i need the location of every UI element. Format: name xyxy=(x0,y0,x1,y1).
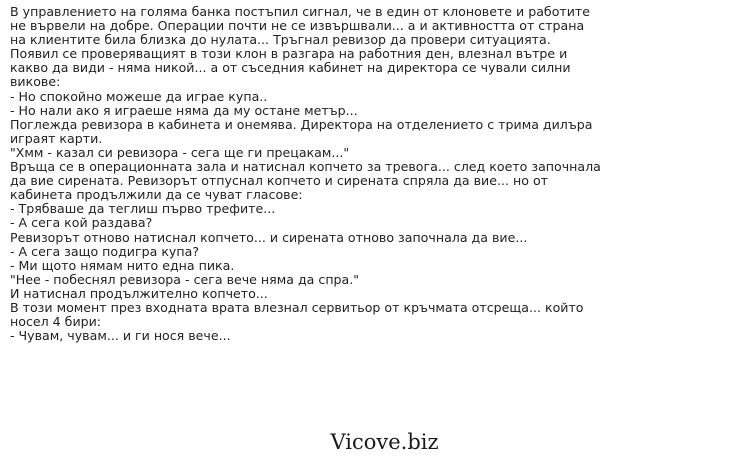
joke-line: Поглежда ревизора в кабинета и онемява. Директора на отделението с трима дилъра xyxy=(10,116,593,132)
joke-line: - Ми щото нямам нито една пика. xyxy=(10,257,235,273)
joke-line: В този момент през входната врата влезнал сервитьор от кръчмата отсреща... който xyxy=(10,299,584,315)
joke-line: Появил се проверяващият в този клон в разгара на работния ден, влезнал вътре и xyxy=(10,46,568,62)
joke-line: И натиснал продължително копчето... xyxy=(10,285,268,301)
joke-line: да вие сирената. Ревизорът отпуснал копчето и сирената спряла да вие... но от xyxy=(10,173,548,189)
joke-line: кабинета продължили да се чуват гласове: xyxy=(10,187,303,203)
joke-line: В управлението на голяма банка постъпил сигнал, че в един от клоновете и работите xyxy=(10,4,591,19)
joke-line: Ревизорът отново натиснал копчето... и сирената отново започнала да вие... xyxy=(10,229,528,245)
joke-line: не вървели на добре. Операции почти не се извършвали... а и активността от страна xyxy=(10,18,585,34)
joke-text xyxy=(10,5,750,343)
joke-line: "Хмм - казал си ревизора - сега ще ги прецакам..." xyxy=(10,144,350,160)
joke-line: играят карти. xyxy=(10,130,103,146)
joke-line: какво да види - няма никой... а от съседния кабинет на директора се чували силни xyxy=(10,60,571,76)
joke-line: - А сега кой раздава? xyxy=(10,215,153,231)
joke-line: - А сега защо подигра купа? xyxy=(10,243,200,259)
site-watermark: Vicove.biz xyxy=(330,430,439,454)
joke-line: викове: xyxy=(10,74,61,90)
joke-line: - Чувам, чувам... и ги нося вече... xyxy=(10,328,231,344)
joke-line: на клиентите била близка до нулата... Тръгнал ревизор да провери ситуацията. xyxy=(10,32,551,48)
joke-line: носел 4 бири: xyxy=(10,314,102,330)
joke-line: - Трябваше да теглиш първо трефите... xyxy=(10,201,276,217)
joke-line: "Нее - побеснял ревизора - сега вече няма да спра." xyxy=(10,271,360,287)
joke-line: - Но спокойно можеше да играе купа.. xyxy=(10,88,268,104)
joke-line: Връща се в операционната зала и натиснал копчето за тревога... след което започнала xyxy=(10,159,601,175)
joke-line: - Но нали ако я играеше няма да му остане метър... xyxy=(10,102,358,118)
